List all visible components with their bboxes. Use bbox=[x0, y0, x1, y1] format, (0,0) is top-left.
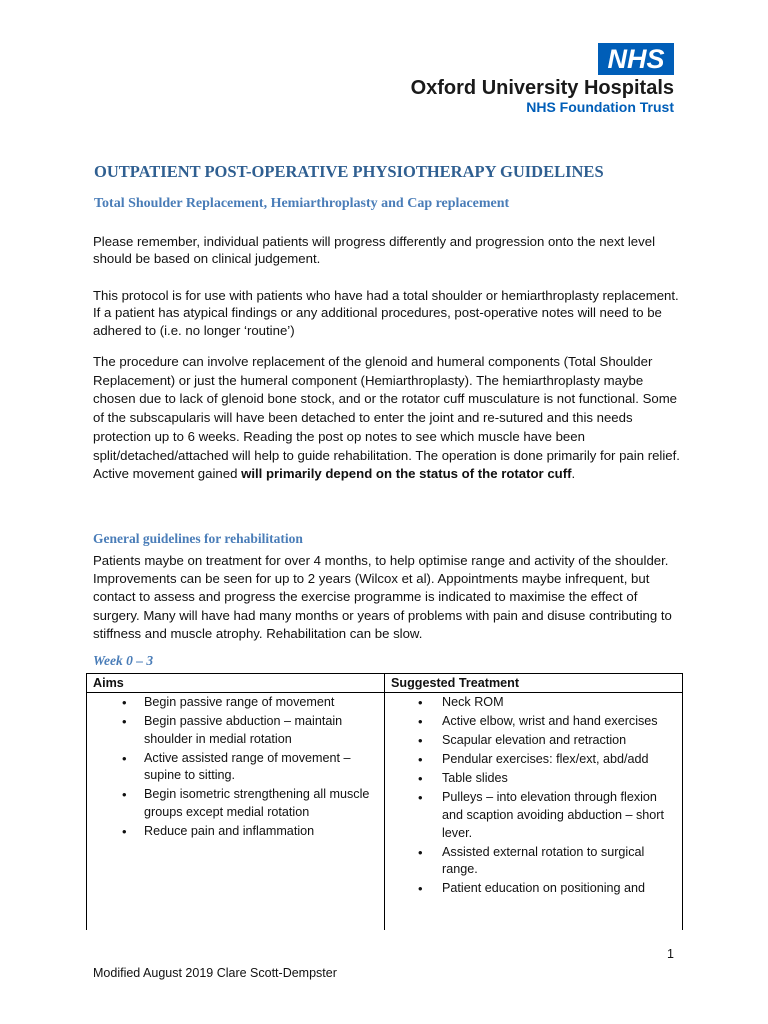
week-heading: Week 0 – 3 bbox=[93, 653, 154, 668]
procedure-text: The procedure can involve replacement of the glenoid and humeral components (Total Shoulder Replacement) or just the humeral component (Hemiarthroplasty). The hemiarthroplasty maybe chosen due to lack of glenoid bone stock, and or the rotator cuff musculature is not functional. Some of the subscapularis will have been detached to enter the joint and re-sutured and this needs protection up to 6 weeks. Reading the post op notes to see which muscle have been split/detached/attached will help to guide rehabilitation. The operation is done primarily for pain relief. Active movement gained bbox=[93, 354, 680, 482]
procedure-bold-text: will primarily depend on the status of the rotator cuff bbox=[241, 466, 572, 482]
table-header-row bbox=[87, 674, 683, 693]
footer-modified: Modified August 2019 Clare Scott-Dempster bbox=[93, 966, 337, 980]
list-item: • Pendular exercises: flex/ext, abd/add bbox=[391, 751, 676, 769]
organisation-name: Oxford University Hospitals bbox=[410, 77, 674, 99]
document-subtitle: Total Shoulder Replacement, Hemiarthroplasty and Cap replacement bbox=[94, 196, 510, 211]
list-item: • Begin isometric strengthening all muscle groups except medial rotation bbox=[93, 786, 378, 821]
table-row bbox=[87, 693, 683, 931]
nhs-logo: NHS bbox=[598, 43, 674, 75]
intro-paragraph: Please remember, individual patients will progress differently and progression onto the next level should be based on clinical judgement. bbox=[93, 234, 656, 267]
treatment-cell bbox=[385, 693, 683, 931]
list-item: • Assisted external rotation to surgical range. bbox=[391, 844, 676, 879]
list-item: • Neck ROM bbox=[391, 694, 676, 712]
protocol-paragraph: This protocol is for use with patients who have had a total shoulder or hemiarthroplasty replacement. If a patient has atypical findings or any additional procedures, post-operative notes will need to be adhered to (i.e. no longer ‘routine’) bbox=[93, 288, 679, 338]
list-item: • Patient education on positioning and bbox=[391, 880, 676, 898]
list-item: • Pulleys – into elevation through flexion and scaption avoiding abduction – short lever. bbox=[391, 789, 676, 842]
list-item: • Scapular elevation and retraction bbox=[391, 732, 676, 750]
document-title: OUTPATIENT POST-OPERATIVE PHYSIOTHERAPY GUIDELINES bbox=[94, 162, 604, 181]
general-guidelines-heading: General guidelines for rehabilitation bbox=[93, 531, 303, 546]
procedure-paragraph bbox=[93, 353, 683, 484]
list-item: • Active assisted range of movement – supine to sitting. bbox=[93, 750, 378, 785]
aims-cell bbox=[87, 693, 385, 931]
week-table bbox=[86, 673, 683, 930]
list-item: • Table slides bbox=[391, 770, 676, 788]
list-item: • Begin passive abduction – maintain shoulder in medial rotation bbox=[93, 713, 378, 748]
treatment-header: Suggested Treatment bbox=[385, 674, 683, 693]
list-item: • Reduce pain and inflammation bbox=[93, 823, 378, 841]
aims-list bbox=[93, 694, 378, 841]
aims-header: Aims bbox=[87, 674, 385, 693]
list-item: • Active elbow, wrist and hand exercises bbox=[391, 713, 676, 731]
treatment-list bbox=[391, 694, 676, 898]
page-number: 1 bbox=[667, 947, 674, 961]
procedure-end: . bbox=[571, 466, 576, 482]
list-item: • Begin passive range of movement bbox=[93, 694, 378, 712]
general-guidelines-text: Patients maybe on treatment for over 4 months, to help optimise range and activity of the shoulder. Improvements can be seen for up to 2 years (Wilcox et al). Appointments maybe infrequent, but contact to assess and progress the exercise programme is indicated to maximise the effect of surgery. Many will have had many months or years of problems with pain and disuse contributing to stiffness and muscle atrophy. Rehabilitation can be slow. bbox=[93, 553, 672, 641]
organisation-trust: NHS Foundation Trust bbox=[526, 99, 674, 115]
